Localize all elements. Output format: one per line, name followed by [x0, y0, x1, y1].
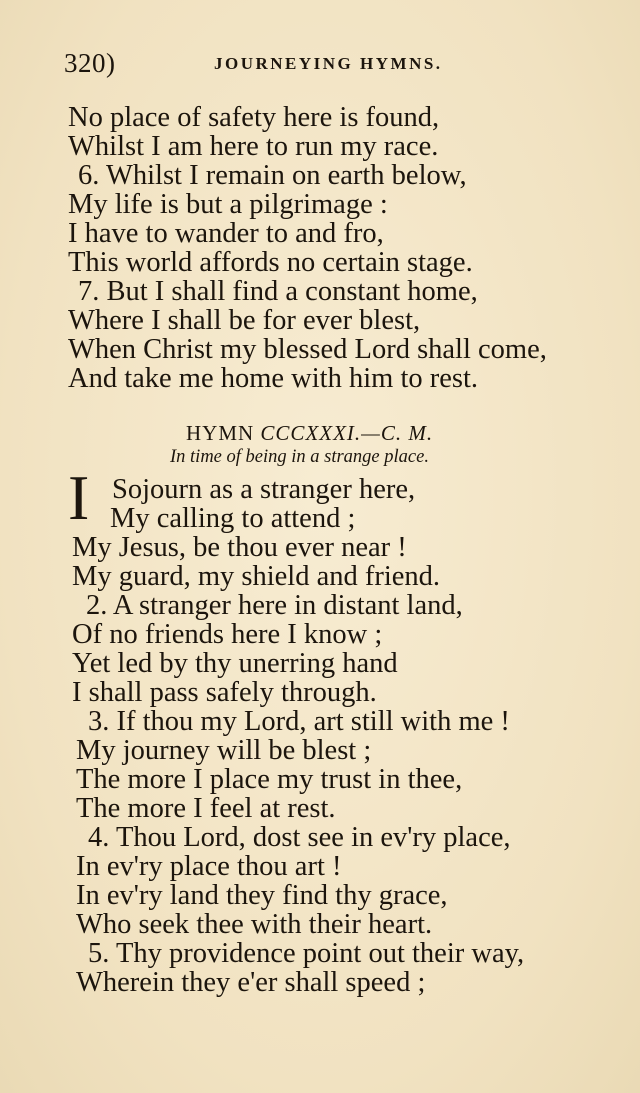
verse-line: Sojourn as a stranger here,	[112, 474, 416, 505]
verse-line: No place of safety here is found,	[68, 102, 440, 133]
verse-line: 6. Whilst I remain on earth below,	[78, 160, 467, 191]
verse-line: The more I feel at rest.	[76, 793, 336, 824]
verse-line: And take me home with him to rest.	[68, 363, 479, 394]
verse-line: In ev'ry place thou art !	[76, 851, 342, 882]
page-header	[64, 48, 504, 80]
verse-line: Whilst I am here to run my race.	[68, 131, 439, 162]
verse-line: My calling to attend ;	[110, 503, 356, 534]
verse-line: 7. But I shall find a constant home,	[78, 276, 478, 307]
verse-line: My guard, my shield and friend.	[72, 561, 441, 592]
verse-line: Where I shall be for ever blest,	[68, 305, 421, 336]
verse-line: I shall pass safely through.	[72, 677, 377, 708]
verse-line: 4. Thou Lord, dost see in ev'ry place,	[88, 822, 511, 853]
hymn-number: CCCXXXI.—C. M.	[260, 421, 434, 445]
verse-line: My journey will be blest ;	[76, 735, 372, 766]
verse-line: Of no friends here I know ;	[72, 619, 383, 650]
verse-line: Yet led by thy unerring hand	[72, 648, 398, 679]
verse-line: This world affords no certain stage.	[68, 247, 473, 278]
verse-line: The more I place my trust in thee,	[76, 764, 463, 795]
verse-line: 5. Thy providence point out their way,	[88, 938, 525, 969]
verse-line: 3. If thou my Lord, art still with me !	[88, 706, 510, 737]
verse-line: My life is but a pilgrimage :	[68, 189, 388, 220]
verse-line: Who seek thee with their heart.	[76, 909, 433, 940]
verse-line: My Jesus, be thou ever near !	[72, 532, 407, 563]
hymn-subtitle: In time of being in a strange place.	[170, 447, 429, 467]
page-number: 320)	[64, 48, 116, 78]
verse-line: 2. A stranger here in distant land,	[86, 590, 463, 621]
drop-cap: I	[68, 462, 90, 533]
verse-line: In ev'ry land they find thy grace,	[76, 880, 448, 911]
verse-line: I have to wander to and fro,	[68, 218, 384, 249]
hymn-title-prefix: HYMN	[186, 421, 255, 445]
verse-line: Wherein they e'er shall speed ;	[76, 967, 426, 998]
hymn-title	[186, 421, 433, 446]
verse-line: When Christ my blessed Lord shall come,	[68, 334, 547, 365]
running-head: JOURNEYING HYMNS.	[214, 54, 443, 73]
